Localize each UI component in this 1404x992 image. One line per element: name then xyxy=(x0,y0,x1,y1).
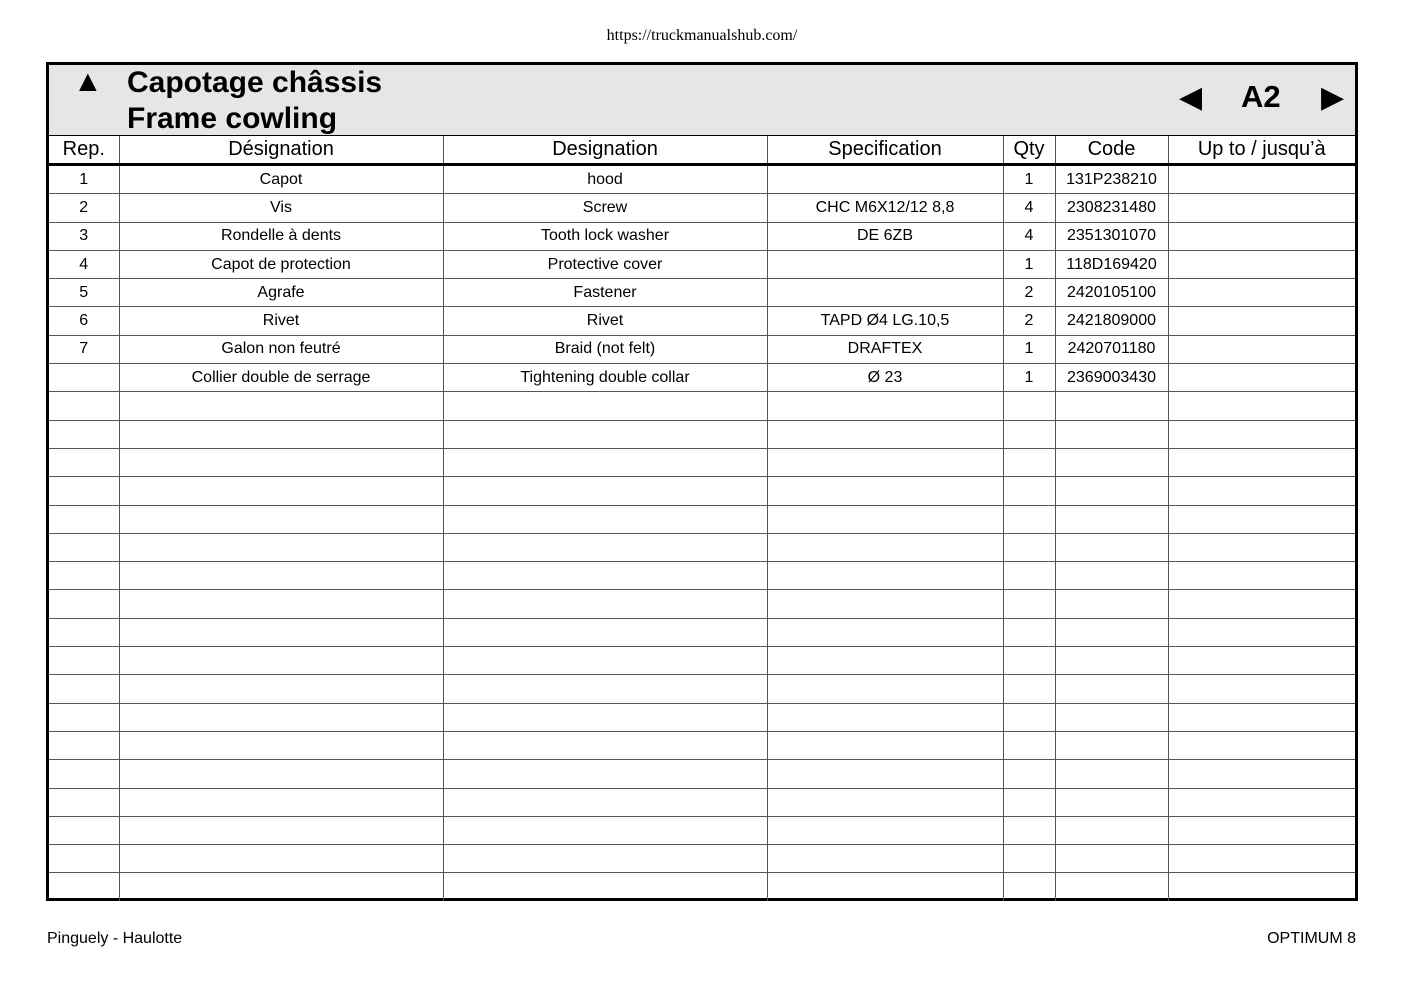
cell-designation-en xyxy=(443,675,767,703)
cell-up-to xyxy=(1168,816,1355,844)
cell-designation-fr: Rivet xyxy=(119,307,443,335)
cell-up-to xyxy=(1168,477,1355,505)
cell-code xyxy=(1055,590,1168,618)
cell-qty xyxy=(1003,845,1055,873)
cell-rep xyxy=(49,760,119,788)
cell-specification xyxy=(767,250,1003,278)
cell-up-to xyxy=(1168,279,1355,307)
cell-up-to xyxy=(1168,562,1355,590)
cell-specification xyxy=(767,816,1003,844)
cell-rep: 1 xyxy=(49,165,119,194)
cell-designation-fr: Collier double de serrage xyxy=(119,364,443,392)
cell-designation-fr: Capot xyxy=(119,165,443,194)
cell-specification: DRAFTEX xyxy=(767,335,1003,363)
cell-designation-fr: Capot de protection xyxy=(119,250,443,278)
cell-rep xyxy=(49,590,119,618)
cell-designation-fr xyxy=(119,477,443,505)
cell-code: 2421809000 xyxy=(1055,307,1168,335)
cell-specification xyxy=(767,448,1003,476)
cell-designation-en xyxy=(443,873,767,901)
up-arrow-icon[interactable]: ▲ xyxy=(73,65,103,98)
table-header-row xyxy=(49,136,1355,165)
cell-specification xyxy=(767,533,1003,561)
cell-designation-fr xyxy=(119,562,443,590)
cell-designation-en xyxy=(443,731,767,759)
empty-table-row xyxy=(49,420,1355,448)
column-header-qty: Qty xyxy=(1003,136,1055,165)
cell-rep xyxy=(49,731,119,759)
cell-qty xyxy=(1003,618,1055,646)
cell-up-to xyxy=(1168,364,1355,392)
cell-designation-fr xyxy=(119,647,443,675)
cell-up-to xyxy=(1168,760,1355,788)
column-header-code: Code xyxy=(1055,136,1168,165)
cell-code: 2420701180 xyxy=(1055,335,1168,363)
cell-code: 118D169420 xyxy=(1055,250,1168,278)
cell-specification xyxy=(767,562,1003,590)
empty-table-row xyxy=(49,448,1355,476)
cell-designation-en: Braid (not felt) xyxy=(443,335,767,363)
cell-up-to xyxy=(1168,420,1355,448)
cell-rep xyxy=(49,675,119,703)
cell-up-to xyxy=(1168,533,1355,561)
cell-designation-fr xyxy=(119,533,443,561)
cell-up-to xyxy=(1168,250,1355,278)
title-french: Capotage châssis xyxy=(127,66,383,99)
table-row xyxy=(49,279,1355,307)
cell-qty xyxy=(1003,788,1055,816)
cell-rep xyxy=(49,873,119,901)
cell-up-to xyxy=(1168,448,1355,476)
cell-specification xyxy=(767,618,1003,646)
cell-designation-en xyxy=(443,477,767,505)
cell-designation-en xyxy=(443,420,767,448)
empty-table-row xyxy=(49,845,1355,873)
table-row xyxy=(49,194,1355,222)
cell-qty xyxy=(1003,448,1055,476)
cell-code xyxy=(1055,788,1168,816)
cell-designation-en: Rivet xyxy=(443,307,767,335)
cell-qty: 2 xyxy=(1003,307,1055,335)
cell-rep: 4 xyxy=(49,250,119,278)
cell-designation-en xyxy=(443,816,767,844)
empty-table-row xyxy=(49,618,1355,646)
cell-qty: 2 xyxy=(1003,279,1055,307)
cell-designation-fr xyxy=(119,590,443,618)
cell-designation-fr xyxy=(119,505,443,533)
cell-code xyxy=(1055,533,1168,561)
column-header-up-to: Up to / jusqu’à xyxy=(1168,136,1355,165)
cell-designation-fr xyxy=(119,703,443,731)
cell-specification xyxy=(767,505,1003,533)
empty-table-row xyxy=(49,675,1355,703)
cell-designation-en xyxy=(443,788,767,816)
cell-specification: DE 6ZB xyxy=(767,222,1003,250)
column-header-designation-en: Designation xyxy=(443,136,767,165)
cell-designation-fr: Galon non feutré xyxy=(119,335,443,363)
next-page-icon[interactable]: ▶ xyxy=(1321,81,1345,114)
cell-specification xyxy=(767,165,1003,194)
cell-specification xyxy=(767,590,1003,618)
cell-designation-en: Screw xyxy=(443,194,767,222)
cell-qty xyxy=(1003,590,1055,618)
cell-code xyxy=(1055,873,1168,901)
cell-qty xyxy=(1003,760,1055,788)
parts-sheet xyxy=(46,62,1358,901)
cell-designation-en xyxy=(443,562,767,590)
empty-table-row xyxy=(49,392,1355,420)
cell-qty: 1 xyxy=(1003,335,1055,363)
cell-rep xyxy=(49,618,119,646)
cell-specification: CHC M6X12/12 8,8 xyxy=(767,194,1003,222)
table-row xyxy=(49,364,1355,392)
cell-rep xyxy=(49,816,119,844)
table-row xyxy=(49,307,1355,335)
empty-table-row xyxy=(49,816,1355,844)
empty-table-row xyxy=(49,788,1355,816)
cell-designation-en xyxy=(443,590,767,618)
cell-designation-fr xyxy=(119,845,443,873)
cell-up-to xyxy=(1168,845,1355,873)
cell-specification xyxy=(767,788,1003,816)
cell-rep xyxy=(49,477,119,505)
cell-designation-en xyxy=(443,392,767,420)
cell-designation-en xyxy=(443,533,767,561)
cell-rep xyxy=(49,364,119,392)
cell-rep xyxy=(49,448,119,476)
empty-table-row xyxy=(49,533,1355,561)
cell-specification xyxy=(767,420,1003,448)
cell-code: 131P238210 xyxy=(1055,165,1168,194)
cell-up-to xyxy=(1168,165,1355,194)
cell-up-to xyxy=(1168,873,1355,901)
cell-up-to xyxy=(1168,731,1355,759)
cell-designation-fr xyxy=(119,392,443,420)
cell-qty xyxy=(1003,816,1055,844)
empty-table-row xyxy=(49,590,1355,618)
table-row xyxy=(49,165,1355,194)
empty-table-row xyxy=(49,562,1355,590)
cell-up-to xyxy=(1168,307,1355,335)
cell-designation-en: hood xyxy=(443,165,767,194)
cell-code xyxy=(1055,731,1168,759)
cell-qty xyxy=(1003,703,1055,731)
cell-up-to xyxy=(1168,392,1355,420)
empty-table-row xyxy=(49,760,1355,788)
cell-designation-fr xyxy=(119,873,443,901)
cell-specification xyxy=(767,703,1003,731)
cell-designation-fr xyxy=(119,760,443,788)
cell-rep xyxy=(49,562,119,590)
cell-code: 2308231480 xyxy=(1055,194,1168,222)
cell-specification xyxy=(767,279,1003,307)
cell-up-to xyxy=(1168,788,1355,816)
cell-rep xyxy=(49,420,119,448)
cell-designation-fr xyxy=(119,731,443,759)
cell-designation-fr: Agrafe xyxy=(119,279,443,307)
cell-rep xyxy=(49,505,119,533)
column-header-designation-fr: Désignation xyxy=(119,136,443,165)
footer-model: OPTIMUM 8 xyxy=(1267,930,1356,947)
cell-qty xyxy=(1003,392,1055,420)
cell-up-to xyxy=(1168,647,1355,675)
cell-specification xyxy=(767,760,1003,788)
cell-designation-fr xyxy=(119,448,443,476)
cell-qty xyxy=(1003,505,1055,533)
previous-page-icon[interactable]: ◀ xyxy=(1179,81,1203,114)
cell-up-to xyxy=(1168,703,1355,731)
cell-rep xyxy=(49,788,119,816)
parts-table xyxy=(49,136,1355,901)
cell-rep: 3 xyxy=(49,222,119,250)
cell-up-to xyxy=(1168,505,1355,533)
cell-up-to xyxy=(1168,335,1355,363)
cell-designation-en: Protective cover xyxy=(443,250,767,278)
cell-qty xyxy=(1003,675,1055,703)
cell-code: 2369003430 xyxy=(1055,364,1168,392)
cell-specification: Ø 23 xyxy=(767,364,1003,392)
cell-qty xyxy=(1003,477,1055,505)
cell-designation-en xyxy=(443,845,767,873)
cell-code xyxy=(1055,647,1168,675)
cell-rep: 5 xyxy=(49,279,119,307)
cell-designation-en xyxy=(443,618,767,646)
cell-qty xyxy=(1003,873,1055,901)
column-header-specification: Specification xyxy=(767,136,1003,165)
cell-qty: 1 xyxy=(1003,364,1055,392)
empty-table-row xyxy=(49,647,1355,675)
cell-designation-en: Tooth lock washer xyxy=(443,222,767,250)
cell-rep xyxy=(49,392,119,420)
cell-rep xyxy=(49,703,119,731)
cell-qty: 4 xyxy=(1003,222,1055,250)
cell-qty xyxy=(1003,562,1055,590)
cell-qty xyxy=(1003,647,1055,675)
cell-up-to xyxy=(1168,222,1355,250)
cell-qty: 4 xyxy=(1003,194,1055,222)
table-row xyxy=(49,222,1355,250)
cell-code xyxy=(1055,618,1168,646)
cell-code xyxy=(1055,703,1168,731)
cell-code xyxy=(1055,477,1168,505)
cell-rep: 6 xyxy=(49,307,119,335)
cell-code: 2351301070 xyxy=(1055,222,1168,250)
cell-designation-fr xyxy=(119,618,443,646)
cell-designation-en xyxy=(443,703,767,731)
cell-designation-fr xyxy=(119,420,443,448)
cell-up-to xyxy=(1168,675,1355,703)
cell-rep xyxy=(49,845,119,873)
table-row xyxy=(49,250,1355,278)
cell-designation-fr xyxy=(119,788,443,816)
cell-qty xyxy=(1003,533,1055,561)
empty-table-row xyxy=(49,505,1355,533)
cell-qty: 1 xyxy=(1003,165,1055,194)
cell-specification xyxy=(767,873,1003,901)
cell-designation-en xyxy=(443,760,767,788)
cell-rep xyxy=(49,533,119,561)
cell-code xyxy=(1055,760,1168,788)
cell-designation-en: Fastener xyxy=(443,279,767,307)
cell-designation-fr: Rondelle à dents xyxy=(119,222,443,250)
cell-specification xyxy=(767,477,1003,505)
column-header-rep: Rep. xyxy=(49,136,119,165)
cell-specification xyxy=(767,675,1003,703)
cell-code xyxy=(1055,675,1168,703)
cell-rep xyxy=(49,647,119,675)
title-english: Frame cowling xyxy=(127,102,338,135)
empty-table-row xyxy=(49,703,1355,731)
empty-table-row xyxy=(49,477,1355,505)
empty-table-row xyxy=(49,731,1355,759)
cell-code xyxy=(1055,392,1168,420)
cell-code xyxy=(1055,448,1168,476)
cell-designation-en xyxy=(443,505,767,533)
cell-up-to xyxy=(1168,618,1355,646)
cell-designation-fr: Vis xyxy=(119,194,443,222)
cell-up-to xyxy=(1168,590,1355,618)
page-code: A2 xyxy=(1241,79,1281,114)
cell-designation-fr xyxy=(119,675,443,703)
cell-rep: 2 xyxy=(49,194,119,222)
cell-code xyxy=(1055,845,1168,873)
cell-designation-en xyxy=(443,448,767,476)
cell-designation-en xyxy=(443,647,767,675)
cell-rep: 7 xyxy=(49,335,119,363)
cell-code: 2420105100 xyxy=(1055,279,1168,307)
cell-specification xyxy=(767,647,1003,675)
empty-table-row xyxy=(49,873,1355,901)
cell-specification xyxy=(767,731,1003,759)
cell-code xyxy=(1055,420,1168,448)
cell-up-to xyxy=(1168,194,1355,222)
cell-specification xyxy=(767,392,1003,420)
table-row xyxy=(49,335,1355,363)
cell-designation-en: Tightening double collar xyxy=(443,364,767,392)
cell-specification: TAPD Ø4 LG.10,5 xyxy=(767,307,1003,335)
sheet-header xyxy=(49,65,1355,136)
footer-brand: Pinguely - Haulotte xyxy=(47,930,183,947)
cell-code xyxy=(1055,816,1168,844)
cell-qty: 1 xyxy=(1003,250,1055,278)
cell-code xyxy=(1055,505,1168,533)
cell-specification xyxy=(767,845,1003,873)
source-url: https://truckmanualshub.com/ xyxy=(606,27,798,44)
cell-qty xyxy=(1003,731,1055,759)
cell-qty xyxy=(1003,420,1055,448)
cell-designation-fr xyxy=(119,816,443,844)
cell-code xyxy=(1055,562,1168,590)
